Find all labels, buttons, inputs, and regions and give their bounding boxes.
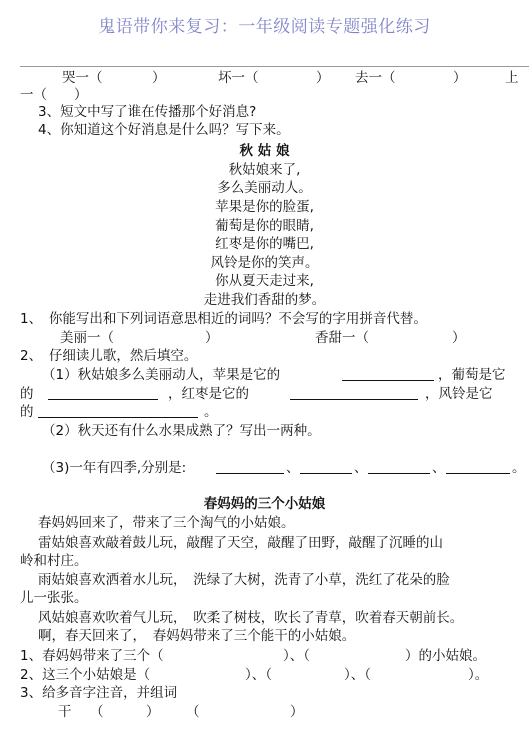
fill-line-1f: 的 xyxy=(20,404,34,420)
story-question-3: 3、给多音字注音，并组词 xyxy=(20,685,178,701)
story-paragraph: 雷姑娘喜欢敲着鼓儿玩，敲醒了天空，敲醒了田野，敲醒了沉睡的山 xyxy=(38,535,443,551)
story-paragraph: 雨姑娘喜欢洒着水儿玩， 洗绿了大树，洗青了小草，洗红了花朵的脸 xyxy=(38,572,450,588)
question-4: 4、你知道这个好消息是什么吗？写下来。 xyxy=(38,122,290,138)
fill-line-1a: （1）秋姑娘多么美丽动人，苹果是它的 xyxy=(42,367,281,383)
story-paragraph: 啊，春天回来了， 春妈妈带来了三个能干的小姑娘。 xyxy=(38,628,356,644)
question-3: 3、短文中写了谁在传播那个好消息? xyxy=(38,104,257,120)
story-paragraph: 风姑娘喜欢吹着气儿玩， 吹柔了树枝，吹长了青草，吹着春天朝前长。 xyxy=(38,610,464,626)
comma: 、 xyxy=(354,460,368,476)
fill-line-1c: 的 xyxy=(20,386,34,402)
poem-line: 红枣是你的嘴巴, xyxy=(215,236,314,252)
story-question-1a: 1、春妈妈带来了三个（ xyxy=(20,648,164,664)
antonym-up: 上 xyxy=(505,70,519,86)
story-question-2a: 2、这三个小姑娘是（ xyxy=(20,667,151,683)
poem-question-1: 1、 你能写出和下列词语意思相近的词吗？不会写的字用拼音代替。 xyxy=(20,311,427,327)
antonym-go: 去一（ xyxy=(355,70,396,86)
seasons-question: （3)一年有四季,分别是: xyxy=(42,460,187,476)
paren-close: ） xyxy=(453,70,467,86)
answer-blank[interactable] xyxy=(290,387,418,400)
page-header: 鬼语带你来复习：一年级阅读专题强化练习 xyxy=(98,17,431,37)
poem-line: 葡萄是你的眼睛, xyxy=(215,218,314,234)
synonym-beautiful: 美丽一（ xyxy=(60,330,114,346)
paren-close: ） xyxy=(152,70,166,86)
answer-blank[interactable] xyxy=(216,461,284,474)
paren-close: ） xyxy=(290,704,304,720)
story-question-2d: ）。 xyxy=(468,667,489,683)
story-question-1c: ）的小姑娘。 xyxy=(405,648,486,664)
story-title: 春妈妈的三个小姑娘 xyxy=(203,496,326,512)
antonym-cry: 哭一（ xyxy=(62,70,103,86)
answer-blank[interactable] xyxy=(446,461,510,474)
story-question-2b: ）、（ xyxy=(245,667,272,683)
answer-blank[interactable] xyxy=(368,461,430,474)
paren-close: ） xyxy=(146,704,160,720)
paren-close: ） xyxy=(316,70,330,86)
header-rule xyxy=(20,66,529,67)
poem-question-2: 2、 仔细读儿歌，然后填空。 xyxy=(20,348,198,364)
story-question-1b: ）、（ xyxy=(283,648,310,664)
fill-line-1g: 。 xyxy=(204,404,218,420)
poem-line: 你从夏天走过来, xyxy=(215,273,314,289)
polyphone-char: 干 xyxy=(58,704,72,720)
comma: 、 xyxy=(432,460,446,476)
fill-line-1d: ，红枣是它的 xyxy=(168,386,249,402)
story-paragraph-cont: 岭和村庄。 xyxy=(20,553,88,569)
answer-blank[interactable] xyxy=(342,368,434,381)
paren-close: ） xyxy=(205,330,219,346)
comma: 、 xyxy=(286,460,300,476)
antonym-up-blank: 一（ ） xyxy=(20,87,88,103)
answer-blank[interactable] xyxy=(38,405,198,418)
poem-line: 风铃是你的笑声。 xyxy=(210,255,319,271)
paren-open: （ xyxy=(90,704,104,720)
story-question-2c: ）、（ xyxy=(344,667,371,683)
story-paragraph-cont: 儿一张张。 xyxy=(20,590,88,606)
poem-line: 多么美丽动人。 xyxy=(217,180,312,196)
fill-line-1b: ，葡萄是它 xyxy=(438,367,506,383)
fill-question-2: （2）秋天还有什么水果成熟了？写出一两种。 xyxy=(42,423,321,439)
answer-blank[interactable] xyxy=(300,461,352,474)
poem-line: 秋姑娘来了, xyxy=(228,162,301,178)
poem-line: 苹果是你的脸蛋, xyxy=(215,199,314,215)
antonym-bad: 坏一（ xyxy=(218,70,259,86)
fill-line-1e: ，风铃是它 xyxy=(425,386,493,402)
paren-close: ） xyxy=(452,330,466,346)
synonym-sweet: 香甜一（ xyxy=(315,330,369,346)
period: 。 xyxy=(512,460,526,476)
poem-line: 走进我们香甜的梦。 xyxy=(203,292,326,308)
answer-blank[interactable] xyxy=(48,387,158,400)
story-paragraph: 春妈妈回来了，带来了三个淘气的小姑娘。 xyxy=(38,515,295,531)
paren-open: （ xyxy=(186,704,200,720)
poem-title: 秋 姑 娘 xyxy=(239,143,290,159)
